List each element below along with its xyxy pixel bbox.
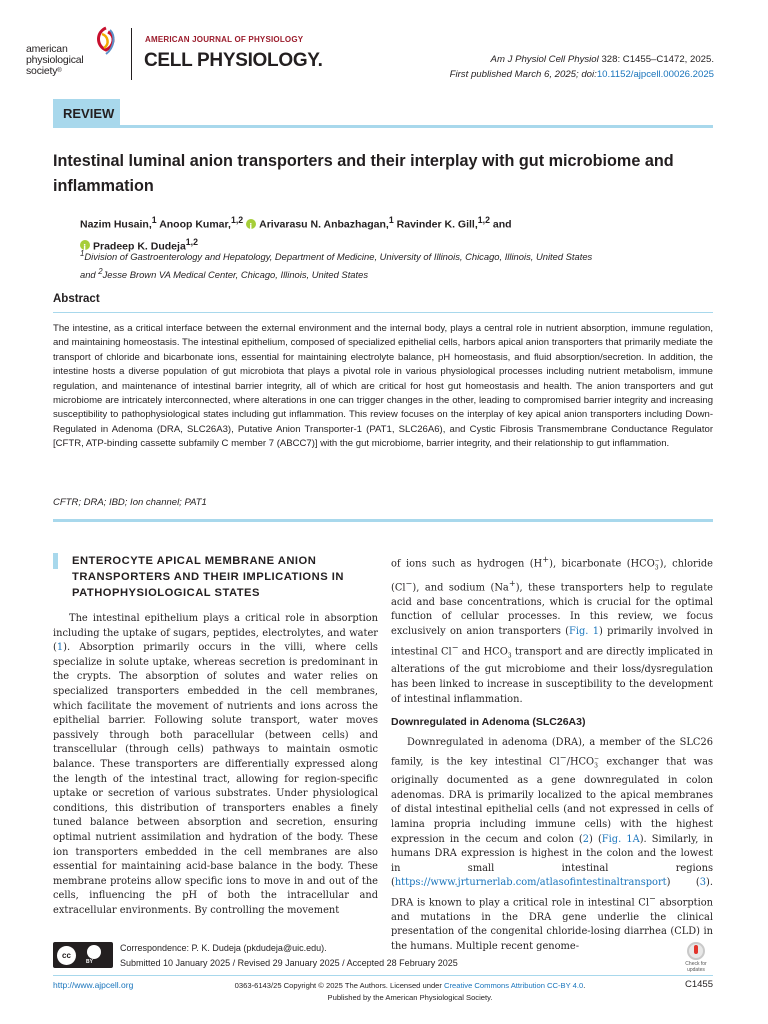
copyright-notice: 0363-6143/25 Copyright © 2025 The Authors. Licensed under Creative Commons Attribution CC-BY 4.0. Published by the American Physiological Society. — [234, 981, 586, 1002]
footer-rule — [53, 975, 713, 976]
affiliations: $^1$Division of Gastroenterology and Hepatology, Department of Medicine, University of Illinois, Chicago, Illinois, United States and $^2$Jesse Brown VA Medical Center, Chicago, Illinois, United States — [80, 249, 593, 281]
page-number: C1455 — [685, 979, 713, 990]
author-name[interactable]: Nazim Husain, — [80, 218, 152, 231]
author-name[interactable]: Anoop Kumar, — [159, 218, 231, 231]
society-logo — [26, 24, 118, 84]
orcid-icon[interactable] — [246, 219, 256, 229]
reference-link[interactable]: 2 — [582, 833, 589, 845]
person-icon — [87, 945, 101, 959]
right-column — [391, 552, 713, 955]
keywords-rule — [53, 519, 713, 522]
header-divider — [131, 28, 132, 80]
keywords: CFTR; DRA; IBD; Ion channel; PAT1 — [53, 497, 207, 508]
journal-url-link[interactable]: http://www.ajpcell.org — [53, 980, 134, 990]
abstract-rule — [53, 312, 713, 313]
correspondence-block — [120, 941, 458, 971]
header-rule — [53, 125, 713, 128]
body-paragraph: Downregulated in adenoma (DRA), a member of the SLC26 family, is the key intestinal $Cl^-/HCO_3^-$ exchanger that was originally documented as a gene downregulated in colon adenomas. DRA is primarily localized to the apical membranes of distal intestinal epithelial cells (and not expressed in cells of lamina propria including immune cells) with the highest expression in the cecum and colon (2) (Fig. 1A). Similarly, in humans DRA expression is highest in the colon and the lowest in small intestinal regions (https://www.jrturnerlab.com/atlasofintestinaltransport) (3). DRA is known to play a critical role in intestinal Cl− absorption and mutations in the DRA gene underlie the clinical presentation of the congenital chloride-losing diarrhea (CLD) in the humans. Multiple recent genome- — [391, 736, 714, 952]
body-paragraph: The intestinal epithelium plays a critical role in absorption including the uptake of sugars, peptides, electrolytes, and water (1). Absorption primarily occurs in the villi, where cells specialize in solute uptake, whereas secretion is predominant in the crypts. The absorption of solutes and water relies on specialized transporters embedded in the cell membranes, which facilitate the movement of nutrients and ions across the epithelial barrier. Following solute transport, water moves passively through both paracellular (between cells) and transcellular (through cells) pathways to maintain osmotic balance. These transporters are differentially expressed along the length of the intestinal tract, allowing for region-specific uptake or secretion of various substrates. Under physiological conditions, this distribution of transporters enables a finely tuned balance between absorption and secretion, ensuring optimal nutrient assimilation and hydration of the body. These ion transporters embedded in the cell membranes are also essential for maintaining acid-base balance in the body. These membrane proteins allow specific ions to move in and out of the cells, influencing the pH of both the intracellular and extracellular environments. By controlling the movement — [53, 613, 378, 916]
author-name[interactable]: Ravinder K. Gill, — [396, 218, 478, 231]
journal-title: CELL PHYSIOLOGY. — [144, 50, 323, 71]
abstract-text: The intestine, as a critical interface between the external environment and the internal body, plays a central role in nutrient absorption, immune regulation, and maintaining homeostasis. The intestinal epithelium, composed of specialized epithelial cells, harbors apical anion transporters that primarily mediate the transport of chloride and bicarbonate ions, essential for maintaining electrolyte balance, pH homeostasis, and fluid absorption/secretion. In addition, the intestine hosts a diverse population of gut microbiota that plays a pivotal role in various physiological processes including nutrient metabolism, immune regulation, and maintenance of intestinal barrier integrity, all of which are critical for host gut homeostasis and health. The anion transporters and gut microbiome are intricately interconnected, where alterations in one can trigger changes in the other, leading to compromised barrier integrity and increasing susceptibility to pathophysiological states including gut inflammation. This review focuses on the interplay of key apical anion transporters including Down-Regulated in Adenoma (DRA, SLC26A3), Putative Anion Transporter-1 (PAT1, SLC26A6), and Cystic Fibrosis Transmembrane Conductance Regulator [CFTR, ATP-binding cassette subfamily C member 7 (ABCC7)] with the gut microbiome, barrier integrity, and their relationship to gut inflammation. — [53, 323, 713, 450]
subsection-heading: Downregulated in Adenoma (SLC26A3) — [391, 716, 586, 729]
abstract-heading: Abstract — [53, 293, 100, 305]
figure-link[interactable]: Fig. 1A — [601, 833, 640, 845]
section-heading: ENTEROCYTE APICAL MEMBRANE ANION TRANSPORTERS AND THEIR IMPLICATIONS IN PATHOPHYSIOLOGICAL STATES — [72, 555, 344, 599]
body-paragraph: of ions such as hydrogen (H+), bicarbonate $(HCO_3^-)$, chloride (Cl−), and sodium (Na+), these transporters help to regulate acid and base concentrations, which is crucial for the optimal function of cellular processes. In this review, we focus exclusively on anion transporters (Fig. 1) primarily involved in intestinal Cl− and $HCO_3$ transport and are directly implicated in alterations of the gut microbiome and their loss/dysregulation has been linked to increase in susceptibility to the development of intestinal inflammation. — [391, 554, 713, 705]
left-column — [53, 612, 378, 918]
by-label: BY — [86, 959, 93, 965]
article-title: Intestinal luminal anion transporters and their interplay with gut microbiome and inflammation — [53, 152, 674, 195]
author-name[interactable]: Pradeep K. Dudeja — [93, 240, 186, 252]
check-for-updates-badge[interactable]: Check for updates — [679, 942, 713, 978]
author-list: Nazim Husain,$^1$ Anoop Kumar,$^{1,2}$i Arivarasu N. Anbazhagan,$^1$ Ravinder K. Gill,$^{1,2}$ and iPradeep K. Dudeja$^{1,2}$ — [80, 212, 680, 255]
submission-dates: Submitted 10 January 2025 / Revised 29 January 2025 / Accepted 28 February 2025 — [120, 958, 458, 968]
citation-block: Am J Physiol Cell Physiol 328: C1455–C1472, 2025. First published March 6, 2025; doi:10.1152/ajpcell.00026.2025 — [449, 54, 714, 80]
section-marker — [53, 553, 58, 569]
reference-link[interactable]: 3 — [699, 877, 707, 889]
journal-series: AMERICAN JOURNAL OF PHYSIOLOGY — [145, 35, 304, 44]
society-swirl-icon — [92, 26, 120, 58]
correspondence: Correspondence: P. K. Dudeja (pkdudeja@uic.edu). — [120, 943, 327, 953]
atlas-url-link[interactable]: https://www.jrturnerlab.com/atlasofintestinaltransport — [394, 877, 667, 889]
bookmark-icon — [687, 942, 705, 960]
cc-by-license-icon[interactable] — [53, 942, 113, 968]
license-link[interactable]: Creative Commons Attribution CC-BY 4.0 — [444, 981, 584, 990]
figure-link[interactable]: Fig. 1 — [569, 625, 600, 637]
doi-link[interactable]: 10.1152/ajpcell.00026.2025 — [596, 69, 714, 80]
cc-icon: cc — [57, 946, 76, 965]
society-name: american physiological society® — [26, 43, 84, 77]
author-name[interactable]: Arivarasu N. Anbazhagan, — [259, 218, 389, 231]
article-type-label: REVIEW — [63, 106, 115, 121]
reference-link[interactable]: 1 — [56, 642, 64, 654]
